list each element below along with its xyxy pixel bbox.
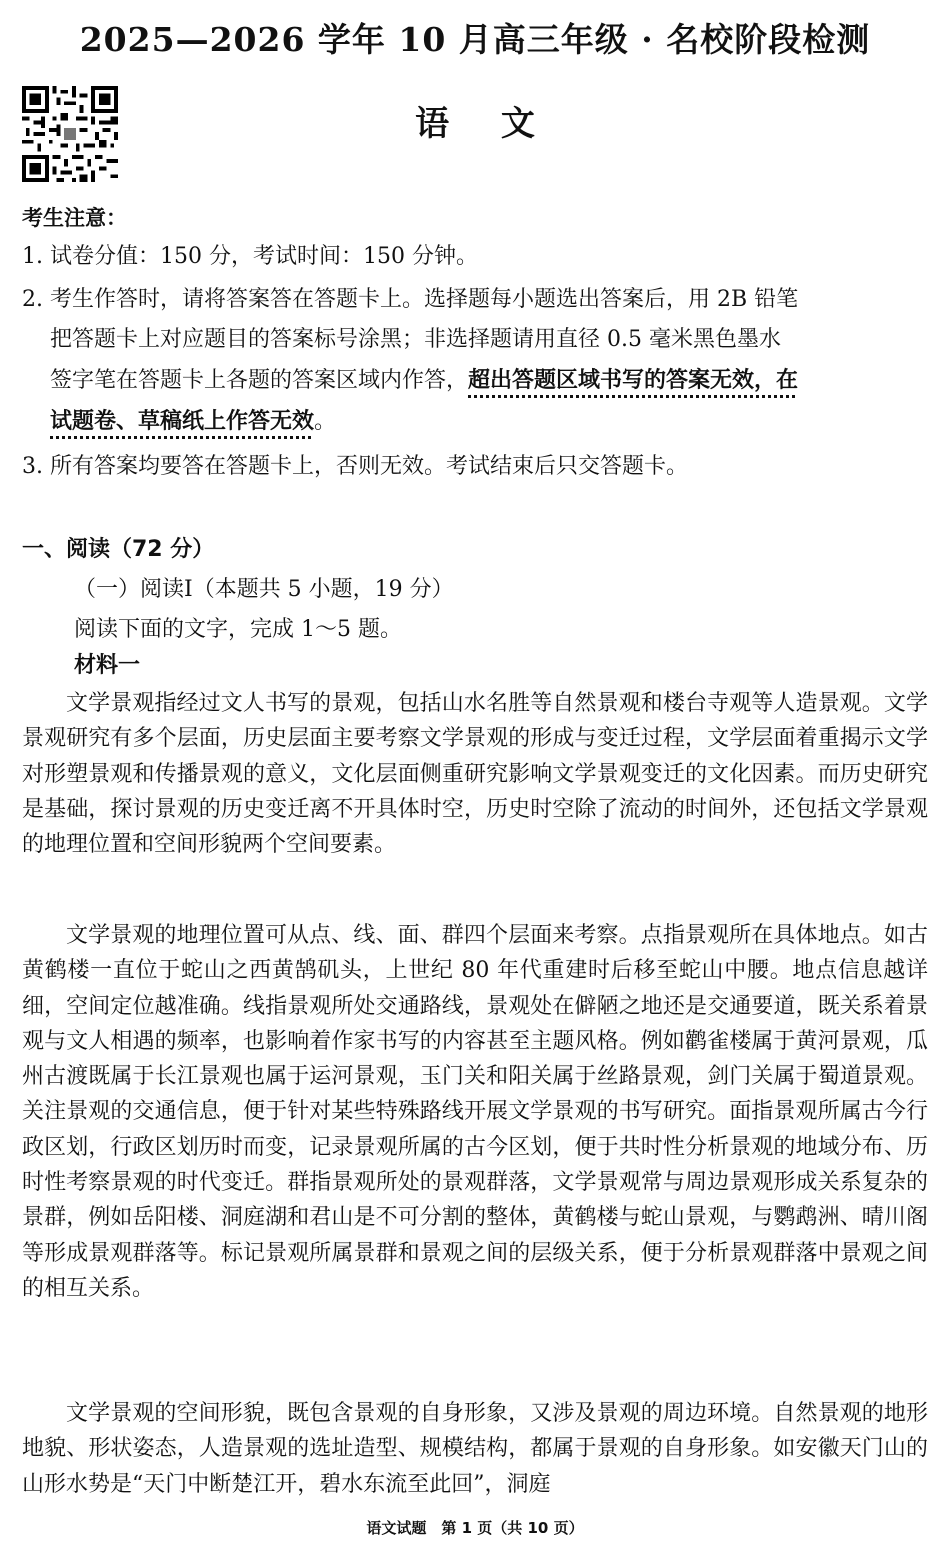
passage-paragraph-2: 文学景观的地理位置可从点、线、面、群四个层面来考察。点指景观所在具体地点。如古黄鹤楼一直位于蛇山之西黄鹄矶头，上世纪 80 年代重建时后移至蛇山中腰。地点信息越详细，空间定位越准确。线指景观所处交通路线，景观处在僻陋之地还是交通要道，既关系着景观与文人相遇的频率，也影响着作家书写的内容甚至主题风格。例如鹳雀楼属于黄河景观，瓜州古渡既属于长江景观也属于运河景观，玉门关和阳关属于丝路景观，剑门关属于蜀道景观。关注景观的交通信息，便于针对某些特殊路线开展文学景观的书写研究。面指景观所属古今行政区划，行政区划历时而变，记录景观所属的古今区划，便于共时性分析景观的地域分布、历时性考察景观的时代变迁。群指景观所处的景观群落，文学景观常与周边景观形成关系复杂的景群，例如岳阳楼、洞庭湖和君山是不可分割的整体，黄鹤楼与蛇山景观，与鹦鹉洲、晴川阁等形成景观群落等。标记景观所属景群和景观之间的层级关系，便于分析景观群落中景观之间的相互关系。 [22,923,928,1301]
notice-item-2-line-4 [50,407,336,437]
instruction-text: 阅读下面的文字，完成 1～5 题。 [74,617,402,642]
page-footer: 语文试题 第 1 页（共 10 页） [366,1519,584,1537]
notice-emphasis-1: 超出答题区域书写的答案无效，在 [468,368,799,393]
notice-item-2-line-3 [50,366,798,396]
notice-item-2-line-1: 2. 考生作答时，请将答案答在答题卡上。选择题每小题选出答案后，用 2B 铅笔 [22,287,799,312]
passage-paragraph-3: 文学景观的空间形貌，既包含景观的自身形象，又涉及景观的周边环境。自然景观的地形地貌、形状姿态，人造景观的选址造型、规模结构，都属于景观的自身形象。如安徽天门山的山形水势是“天门中断楚江开，碧水东流至此回”，洞庭 [22,1401,928,1497]
exam-title: 2025—2026 学年 10 月高三年级 · 名校阶段检测 [79,20,871,59]
notice-item-2-end: 。 [314,409,337,434]
notice-item-1: 1. 试卷分值：150 分，考试时间：150 分钟。 [22,244,478,269]
notice-emphasis-2: 试题卷、草稿纸上作答无效 [50,409,315,434]
material-label: 材料一 [74,653,141,678]
notice-item-3: 3. 所有答案均要答在答题卡上，否则无效。考试结束后只交答题卡。 [22,454,688,479]
section-heading: 一、阅读（72 分） [22,537,215,562]
subject-title: 语 文 [415,104,535,144]
notice-item-2-plain-text: 签字笔在答题卡上各题的答案区域内作答， [50,368,469,393]
sub-section-heading: （一）阅读Ⅰ（本题共 5 小题，19 分） [74,577,454,602]
notice-heading: 考生注意： [22,206,127,230]
notice-item-2-line-2: 把答题卡上对应题目的答案标号涂黑；非选择题请用直径 0.5 毫米黑色墨水 [50,327,781,352]
passage-paragraph-1: 文学景观指经过文人书写的景观，包括山水名胜等自然景观和楼台寺观等人造景观。文学景观研究有多个层面，历史层面主要考察文学景观的形成与变迁过程，文学层面着重揭示文学对形塑景观和传播景观的意义，文化层面侧重研究影响文学景观变迁的文化因素。而历史研究是基础，探讨景观的历史变迁离不开具体时空，历史时空除了流动的时间外，还包括文学景观的地理位置和空间形貌两个空间要素。 [22,691,928,858]
